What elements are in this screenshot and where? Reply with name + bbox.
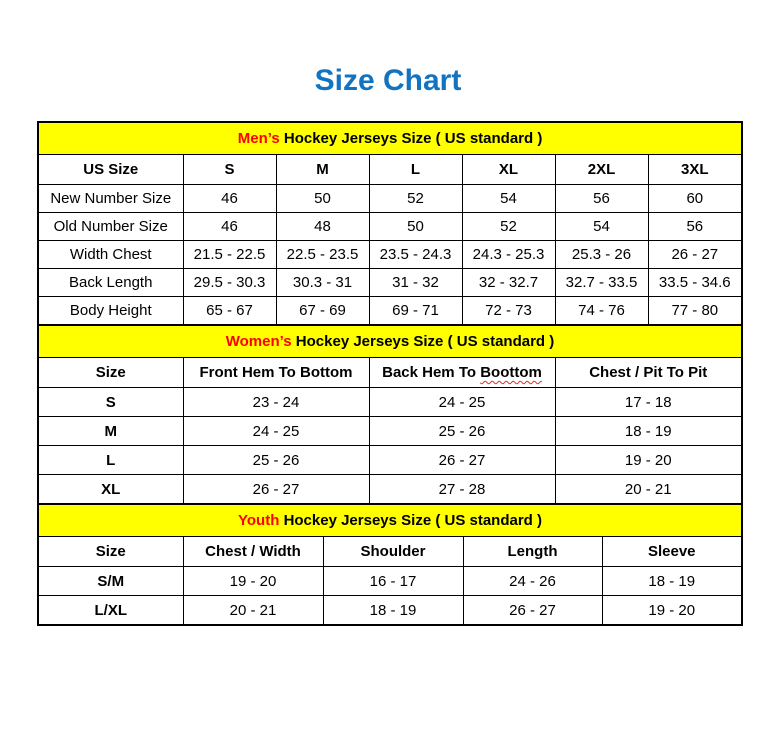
table-row	[38, 213, 742, 241]
row-label: S/M	[38, 567, 183, 596]
womens-banner-highlight: Women’s	[225, 333, 292, 350]
mens-banner-highlight: Men’s	[237, 130, 280, 147]
table-row	[38, 446, 742, 475]
table-cell: 74 - 76	[555, 297, 648, 326]
table-cell: 60	[648, 185, 742, 213]
youth-header-length: Length	[463, 537, 602, 567]
womens-banner-row	[38, 325, 742, 358]
table-cell: 24 - 25	[369, 388, 555, 417]
table-cell: 23 - 24	[183, 388, 369, 417]
page-title: Size Chart	[314, 64, 462, 97]
womens-banner	[38, 325, 742, 358]
table-cell: 50	[276, 185, 369, 213]
row-label: L/XL	[38, 596, 183, 626]
table-row	[38, 475, 742, 505]
table-cell: 27 - 28	[369, 475, 555, 505]
row-label: M	[38, 417, 183, 446]
table-cell: 22.5 - 23.5	[276, 241, 369, 269]
table-cell: 23.5 - 24.3	[369, 241, 462, 269]
table-cell: 54	[555, 213, 648, 241]
table-cell: 18 - 19	[602, 567, 742, 596]
table-cell: 26 - 27	[369, 446, 555, 475]
womens-header-row	[38, 358, 742, 388]
table-cell: 56	[648, 213, 742, 241]
youth-header-chest-width: Chest / Width	[183, 537, 323, 567]
table-cell: 24 - 25	[183, 417, 369, 446]
womens-banner-rest: Hockey Jerseys Size ( US standard )	[295, 333, 555, 350]
youth-header-sleeve: Sleeve	[602, 537, 742, 567]
youth-size-table	[37, 503, 743, 626]
table-cell: 32 - 32.7	[462, 269, 555, 297]
table-cell: 21.5 - 22.5	[183, 241, 276, 269]
table-cell: 18 - 19	[555, 417, 742, 446]
womens-header-front-hem: Front Hem To Bottom	[183, 358, 369, 388]
table-cell: 26 - 27	[648, 241, 742, 269]
mens-header-m: M	[276, 155, 369, 185]
mens-header-2xl: 2XL	[555, 155, 648, 185]
youth-header-row	[38, 537, 742, 567]
table-cell: 72 - 73	[462, 297, 555, 326]
table-row	[38, 269, 742, 297]
youth-header-shoulder: Shoulder	[323, 537, 463, 567]
mens-header-s: S	[183, 155, 276, 185]
youth-banner-highlight: Youth	[238, 512, 280, 529]
table-cell: 26 - 27	[463, 596, 602, 626]
womens-header-back-hem	[369, 358, 555, 388]
table-cell: 52	[462, 213, 555, 241]
table-cell: 46	[183, 185, 276, 213]
table-cell: 16 - 17	[323, 567, 463, 596]
table-cell: 33.5 - 34.6	[648, 269, 742, 297]
womens-header-chest: Chest / Pit To Pit	[555, 358, 742, 388]
womens-header-size: Size	[38, 358, 183, 388]
table-cell: 18 - 19	[323, 596, 463, 626]
table-cell: 48	[276, 213, 369, 241]
table-cell: 29.5 - 30.3	[183, 269, 276, 297]
youth-banner-rest: Hockey Jerseys Size ( US standard )	[283, 512, 543, 529]
row-label: Back Length	[38, 269, 183, 297]
table-row	[38, 417, 742, 446]
table-cell: 52	[369, 185, 462, 213]
mens-header-row	[38, 155, 742, 185]
table-cell: 67 - 69	[276, 297, 369, 326]
mens-header-xl: XL	[462, 155, 555, 185]
table-cell: 20 - 21	[555, 475, 742, 505]
mens-banner-rest: Hockey Jerseys Size ( US standard )	[283, 130, 543, 147]
table-cell: 24 - 26	[463, 567, 602, 596]
row-label: New Number Size	[38, 185, 183, 213]
table-cell: 50	[369, 213, 462, 241]
table-cell: 25 - 26	[183, 446, 369, 475]
youth-header-size: Size	[38, 537, 183, 567]
table-cell: 19 - 20	[555, 446, 742, 475]
table-cell: 19 - 20	[602, 596, 742, 626]
size-chart-page	[0, 64, 776, 626]
row-label: L	[38, 446, 183, 475]
mens-banner-row	[38, 122, 742, 155]
table-row	[38, 185, 742, 213]
table-cell: 32.7 - 33.5	[555, 269, 648, 297]
table-cell: 46	[183, 213, 276, 241]
row-label: Width Chest	[38, 241, 183, 269]
table-cell: 19 - 20	[183, 567, 323, 596]
back-hem-prefix: Back Hem To	[382, 364, 477, 381]
mens-size-table	[37, 121, 743, 326]
table-row	[38, 567, 742, 596]
table-cell: 77 - 80	[648, 297, 742, 326]
table-row	[38, 596, 742, 626]
back-hem-misspelled-word: Boottom	[480, 364, 542, 381]
row-label: Old Number Size	[38, 213, 183, 241]
mens-header-us-size: US Size	[38, 155, 183, 185]
size-chart-tables	[37, 121, 741, 626]
table-cell: 31 - 32	[369, 269, 462, 297]
table-cell: 65 - 67	[183, 297, 276, 326]
table-cell: 69 - 71	[369, 297, 462, 326]
table-cell: 17 - 18	[555, 388, 742, 417]
row-label: Body Height	[38, 297, 183, 326]
mens-banner	[38, 122, 742, 155]
table-cell: 24.3 - 25.3	[462, 241, 555, 269]
womens-size-table	[37, 324, 743, 505]
table-cell: 25.3 - 26	[555, 241, 648, 269]
table-cell: 20 - 21	[183, 596, 323, 626]
row-label: XL	[38, 475, 183, 505]
youth-banner	[38, 504, 742, 537]
table-cell: 56	[555, 185, 648, 213]
row-label: S	[38, 388, 183, 417]
table-row	[38, 297, 742, 326]
table-cell: 26 - 27	[183, 475, 369, 505]
table-row	[38, 241, 742, 269]
youth-banner-row	[38, 504, 742, 537]
table-cell: 30.3 - 31	[276, 269, 369, 297]
table-row	[38, 388, 742, 417]
mens-header-3xl: 3XL	[648, 155, 742, 185]
table-cell: 25 - 26	[369, 417, 555, 446]
table-cell: 54	[462, 185, 555, 213]
mens-header-l: L	[369, 155, 462, 185]
